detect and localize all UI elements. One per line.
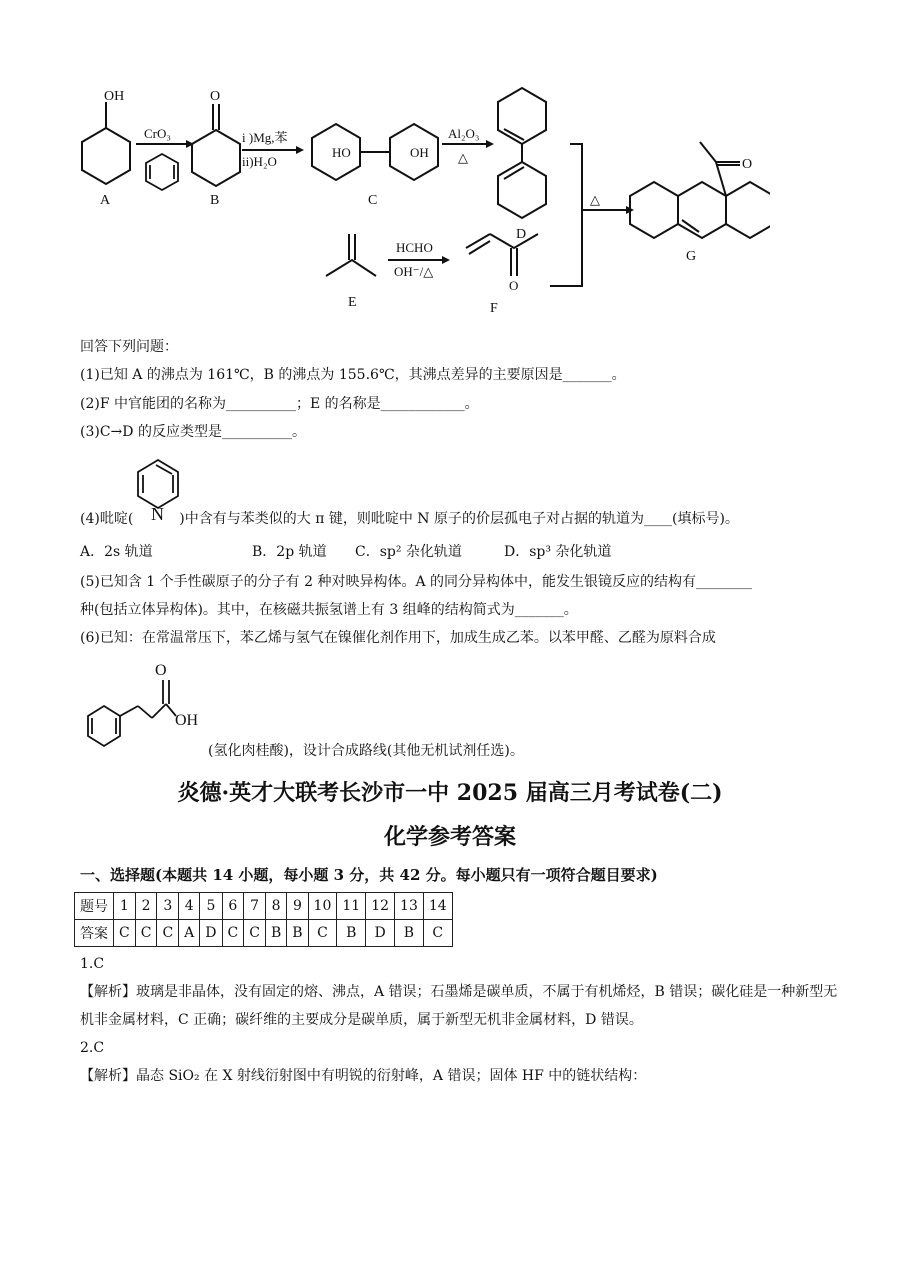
acid-oh: OH — [175, 712, 199, 729]
question-3: (3)C→D 的反应类型是__________。 — [80, 424, 306, 440]
answer-2-head: 2.C — [80, 1040, 105, 1056]
table-cell: 7 — [244, 893, 266, 920]
question-4-post: )中含有与苯类似的大 π 键，则吡啶中 N 原子的价层孤电子对占据的轨道为____(填标号)。 — [179, 511, 739, 527]
answer-1-head: 1.C — [80, 956, 105, 972]
compound-g-o: O — [742, 157, 753, 172]
question-intro: 回答下列问题： — [80, 339, 178, 355]
table-cell: C — [244, 920, 266, 947]
compound-c-ho: HO — [332, 145, 351, 160]
compound-b-structure — [192, 104, 240, 186]
table-cell: 13 — [395, 893, 424, 920]
option-b: B．2p 轨道 — [252, 544, 327, 560]
row-label-number: 题号 — [75, 893, 114, 920]
reagent-heat-2: △ — [590, 192, 600, 207]
label-e: E — [348, 295, 357, 310]
label-f: F — [490, 301, 498, 316]
answer-table — [74, 892, 453, 947]
compound-c-oh: OH — [410, 145, 429, 160]
table-cell: C — [114, 920, 136, 947]
compound-b-o: O — [210, 89, 221, 104]
table-cell: 8 — [265, 893, 286, 920]
table-cell: A — [179, 920, 200, 947]
question-1: (1)已知 A 的沸点为 161℃，B 的沸点为 155.6℃，其沸点差异的主要原因是_______。 — [80, 367, 626, 383]
table-row — [75, 893, 453, 920]
table-cell: B — [337, 920, 366, 947]
question-4-pre: (4)吡啶( — [80, 511, 134, 527]
option-a: A．2s 轨道 — [80, 544, 153, 560]
question-4-options — [80, 541, 611, 561]
table-cell: C — [423, 920, 452, 947]
reagent-cro3: CrO₃ — [144, 126, 171, 141]
answer-2-explanation: 【解析】晶态 SiO₂ 在 X 射线衍射图中有明锐的衍射峰，A 错误；固体 HF 中的链状结构： — [80, 1068, 647, 1084]
compound-d-structure — [498, 88, 546, 218]
reagent-oh: OH⁻/△ — [394, 264, 434, 279]
pyridine-reagent — [146, 154, 178, 190]
compound-f-structure — [466, 234, 538, 276]
reagent-al2o3: Al₂O₃ — [448, 126, 480, 141]
label-g: G — [686, 249, 697, 264]
table-cell: 6 — [222, 893, 244, 920]
acid-carbonyl-o: O — [155, 662, 167, 679]
reagent-h2o: ii)H₂O — [242, 154, 277, 169]
table-cell: B — [287, 920, 308, 947]
table-cell: 14 — [423, 893, 452, 920]
label-d: D — [516, 227, 527, 242]
table-cell: 3 — [157, 893, 179, 920]
table-cell: 12 — [366, 893, 395, 920]
reagent-mg: i )Mg,苯 — [242, 130, 288, 145]
table-cell: C — [308, 920, 337, 947]
table-cell: 9 — [287, 893, 308, 920]
section-heading: 一、选择题(本题共 14 小题，每小题 3 分，共 42 分。每小题只有一项符合题目要求) — [80, 866, 658, 884]
label-b: B — [210, 193, 220, 208]
table-cell: B — [395, 920, 424, 947]
compound-a-oh: OH — [104, 89, 125, 104]
table-cell: 4 — [179, 893, 200, 920]
table-cell: 10 — [308, 893, 337, 920]
answer-subtitle: 化学参考答案 — [383, 824, 516, 850]
table-row — [75, 920, 453, 947]
row-label-answer: 答案 — [75, 920, 114, 947]
option-c: C．sp² 杂化轨道 — [355, 544, 462, 560]
question-6-tail: (氢化肉桂酸)，设计合成路线(其他无机试剂任选)。 — [208, 743, 524, 759]
table-cell: 1 — [114, 893, 136, 920]
question-2: (2)F 中官能团的名称为__________；E 的名称是____________。 — [80, 396, 479, 412]
compound-f-o: O — [509, 278, 519, 293]
table-cell: C — [135, 920, 157, 947]
answer-title: 炎德·英才大联考长沙市一中 2025 届高三月考试卷(二) — [177, 780, 723, 806]
table-cell: 2 — [135, 893, 157, 920]
table-cell: C — [222, 920, 244, 947]
table-cell: B — [265, 920, 286, 947]
pyridine-n: F — [158, 203, 159, 204]
hydrocinnamic-acid-structure — [80, 662, 220, 758]
reagent-hcho: HCHO — [396, 240, 433, 255]
reaction-scheme — [70, 80, 770, 320]
pyridine-n-label: N — [151, 504, 164, 524]
label-a: A — [100, 193, 111, 208]
question-5-line-1: (5)已知含 1 个手性碳原子的分子有 2 种对映异构体。A 的同分异构体中，能发生银镜反应的结构有________ — [80, 574, 753, 590]
table-cell: D — [200, 920, 222, 947]
table-cell: 5 — [200, 893, 222, 920]
option-d: D．sp³ 杂化轨道 — [504, 544, 612, 560]
table-cell: D — [366, 920, 395, 947]
compound-a-structure — [82, 102, 130, 184]
compound-e-structure — [326, 234, 376, 276]
table-cell: C — [157, 920, 179, 947]
answer-1-explanation: 【解析】玻璃是非晶体，没有固定的熔、沸点，A 错误；石墨烯是碳单质，不属于有机烯烃，B 错误；碳化硅是一种新型无机非金属材料，C 正确；碳纤维的主要成分是碳单质，属于新型无机非金属材料，D 错误。 — [80, 984, 838, 1028]
table-cell: 11 — [337, 893, 366, 920]
reagent-heat-1: △ — [458, 150, 468, 165]
compound-e-o: O — [347, 230, 348, 231]
label-c: C — [368, 193, 378, 208]
question-6-line-1: (6)已知：在常温常压下，苯乙烯与氢气在镍催化剂作用下，加成生成乙苯。以苯甲醛、乙醛为原料合成 — [80, 630, 716, 646]
question-5-line-2: 种(包括立体异构体)。其中，在核磁共振氢谱上有 3 组峰的结构简式为_______。 — [80, 602, 578, 618]
